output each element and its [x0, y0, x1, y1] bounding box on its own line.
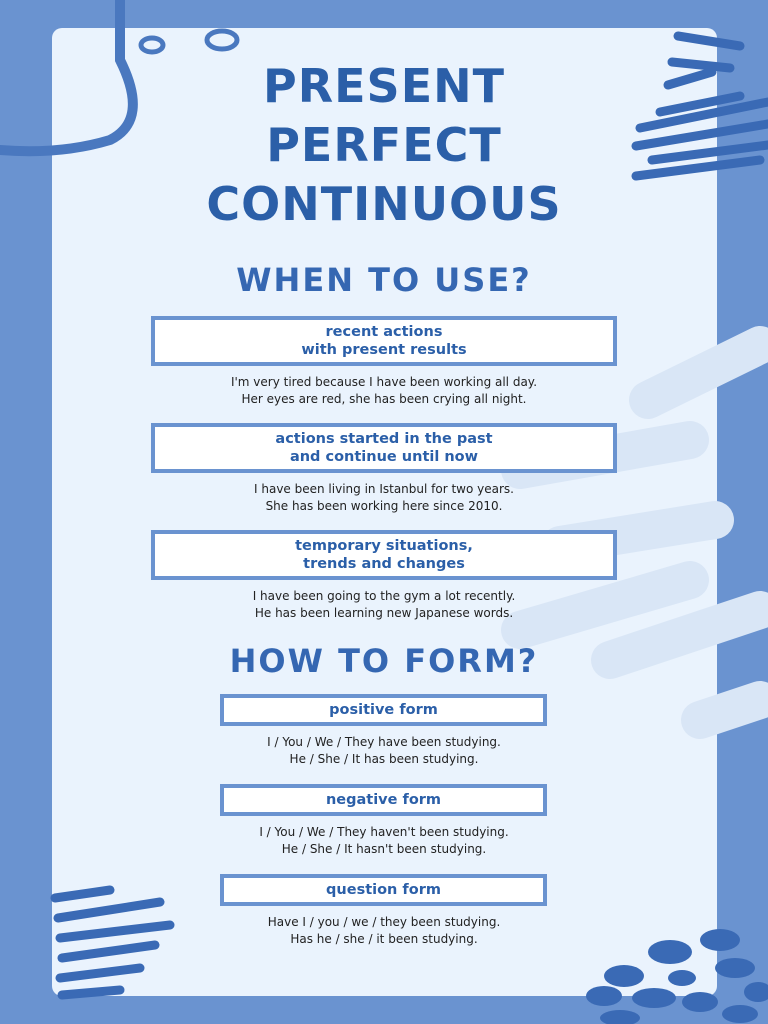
usage-examples: [0, 374, 768, 408]
example-sentence: Her eyes are red, she has been crying all night.: [241, 392, 527, 406]
usage-box-started-in-past: [151, 423, 617, 473]
title-line-3: CONTINUOUS: [206, 177, 562, 231]
how-to-form-heading: HOW TO FORM?: [229, 642, 539, 680]
example-sentence: He / She / It has been studying.: [289, 752, 479, 766]
example-sentence: He / She / It hasn't been studying.: [281, 842, 487, 856]
usage-examples: [0, 481, 768, 515]
form-examples: [0, 914, 768, 948]
form-examples: [0, 734, 768, 768]
form-examples: [0, 824, 768, 858]
form-box-negative: [220, 784, 547, 816]
form-box-label: question form: [326, 882, 441, 898]
usage-box-line: actions started in the past: [275, 431, 493, 447]
title-line-2: PERFECT: [266, 118, 502, 172]
example-sentence: I have been living in Istanbul for two years.: [254, 482, 514, 496]
usage-box-line: recent actions: [325, 324, 443, 340]
form-box-label: negative form: [325, 792, 442, 808]
form-box-positive: [220, 694, 547, 726]
form-box-question: [220, 874, 547, 906]
form-box-label: positive form: [329, 702, 438, 718]
example-sentence: I'm very tired because I have been working all day.: [230, 375, 538, 389]
example-sentence: He has been learning new Japanese words.: [254, 606, 514, 620]
usage-box-line: trends and changes: [303, 556, 465, 572]
when-to-use-heading: WHEN TO USE?: [236, 261, 532, 299]
usage-examples: [0, 588, 768, 622]
usage-box-temporary-situations: [151, 530, 617, 580]
example-sentence: I / You / We / They have been studying.: [267, 735, 501, 749]
usage-box-line: temporary situations,: [295, 538, 473, 554]
example-sentence: I / You / We / They haven't been studying.: [259, 825, 509, 839]
title-line-1: PRESENT: [263, 59, 505, 113]
usage-box-recent-actions: [151, 316, 617, 366]
usage-box-line: and continue until now: [289, 449, 479, 465]
example-sentence: Have I / you / we / they been studying.: [267, 915, 501, 929]
example-sentence: Has he / she / it been studying.: [290, 932, 478, 946]
example-sentence: She has been working here since 2010.: [265, 499, 503, 513]
usage-box-line: with present results: [301, 342, 467, 358]
example-sentence: I have been going to the gym a lot recently.: [252, 589, 516, 603]
